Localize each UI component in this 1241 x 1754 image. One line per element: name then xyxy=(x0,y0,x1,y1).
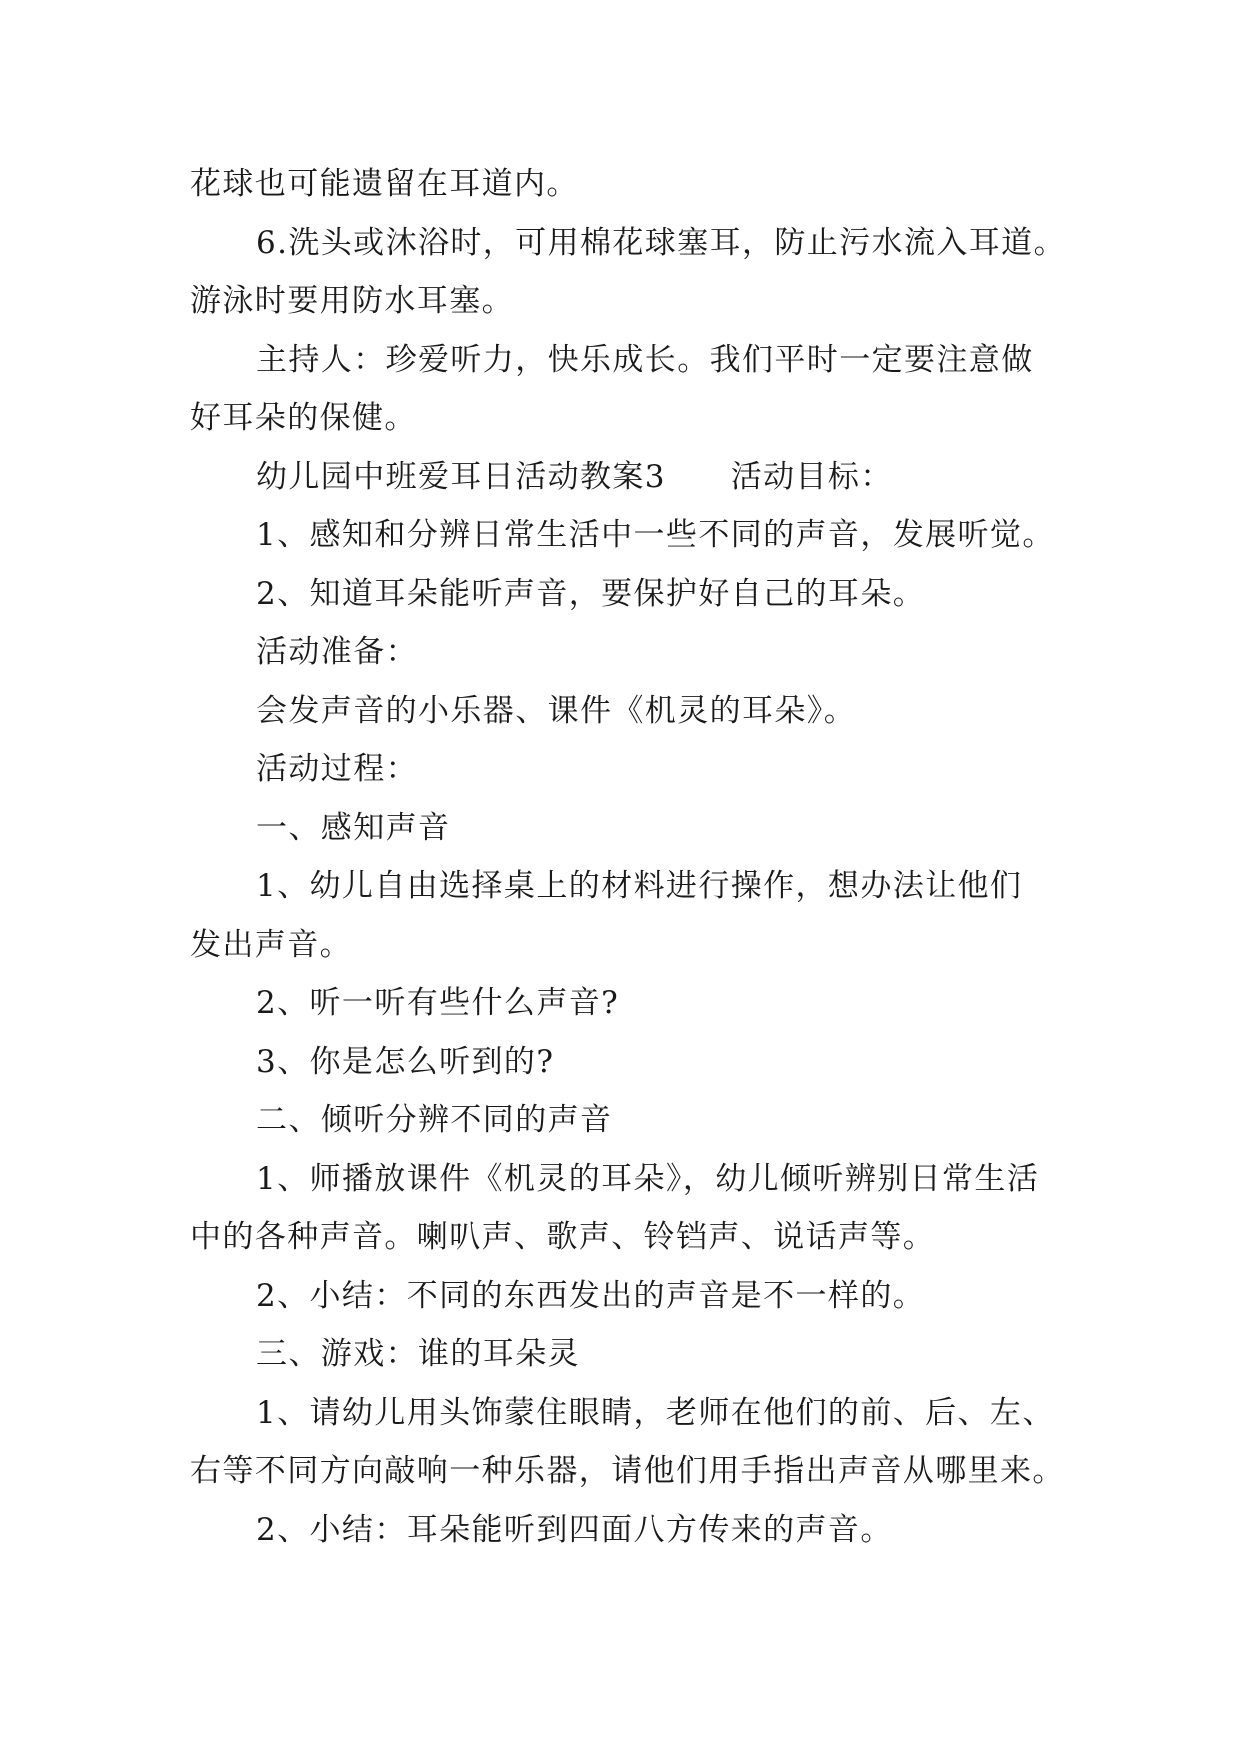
text-line: 幼儿园中班爱耳日活动教案3 活动目标： xyxy=(256,459,893,495)
text-line: 6.洗头或沐浴时，可用棉花球塞耳，防止污水流入耳道。 xyxy=(256,225,1066,261)
text-line: 2、小结：不同的东西发出的声音是不一样的。 xyxy=(256,1278,926,1314)
text-line: 1、师播放课件《机灵的耳朵》，幼儿倾听辨别日常生活 xyxy=(256,1161,1040,1197)
text-line: 中的各种声音。喇叭声、歌声、铃铛声、说话声等。 xyxy=(190,1219,936,1255)
text-line: 活动过程： xyxy=(256,751,418,787)
text-line: 一、感知声音 xyxy=(256,810,451,846)
text-line: 花球也可能遗留在耳道内。 xyxy=(190,166,579,202)
text-line: 发出声音。 xyxy=(190,927,352,963)
text-line: 2、知道耳朵能听声音，要保护好自己的耳朵。 xyxy=(256,576,926,612)
text-line: 好耳朵的保健。 xyxy=(190,400,417,436)
text-line: 游泳时要用防水耳塞。 xyxy=(190,283,514,319)
text-line: 二、倾听分辨不同的声音 xyxy=(256,1102,613,1138)
text-line: 3、你是怎么听到的? xyxy=(256,1044,555,1080)
text-line: 2、小结：耳朵能听到四面八方传来的声音。 xyxy=(256,1512,893,1548)
text-line: 1、请幼儿用头饰蒙住眼睛，老师在他们的前、后、左、 xyxy=(256,1395,1055,1431)
text-line: 主持人：珍爱听力，快乐成长。我们平时一定要注意做 xyxy=(256,342,1034,378)
text-line: 1、幼儿自由选择桌上的材料进行操作，想办法让他们 xyxy=(256,868,1023,904)
text-line: 三、游戏：谁的耳朵灵 xyxy=(256,1336,580,1372)
text-line: 1、感知和分辨日常生活中一些不同的声音，发展听觉。 xyxy=(256,517,1055,553)
text-line: 2、听一听有些什么声音? xyxy=(256,985,620,1021)
text-line: 活动准备： xyxy=(256,634,418,670)
text-line: 会发声音的小乐器、课件《机灵的耳朵》。 xyxy=(256,693,857,729)
text-line: 右等不同方向敲响一种乐器，请他们用手指出声音从哪里来。 xyxy=(190,1453,1065,1489)
